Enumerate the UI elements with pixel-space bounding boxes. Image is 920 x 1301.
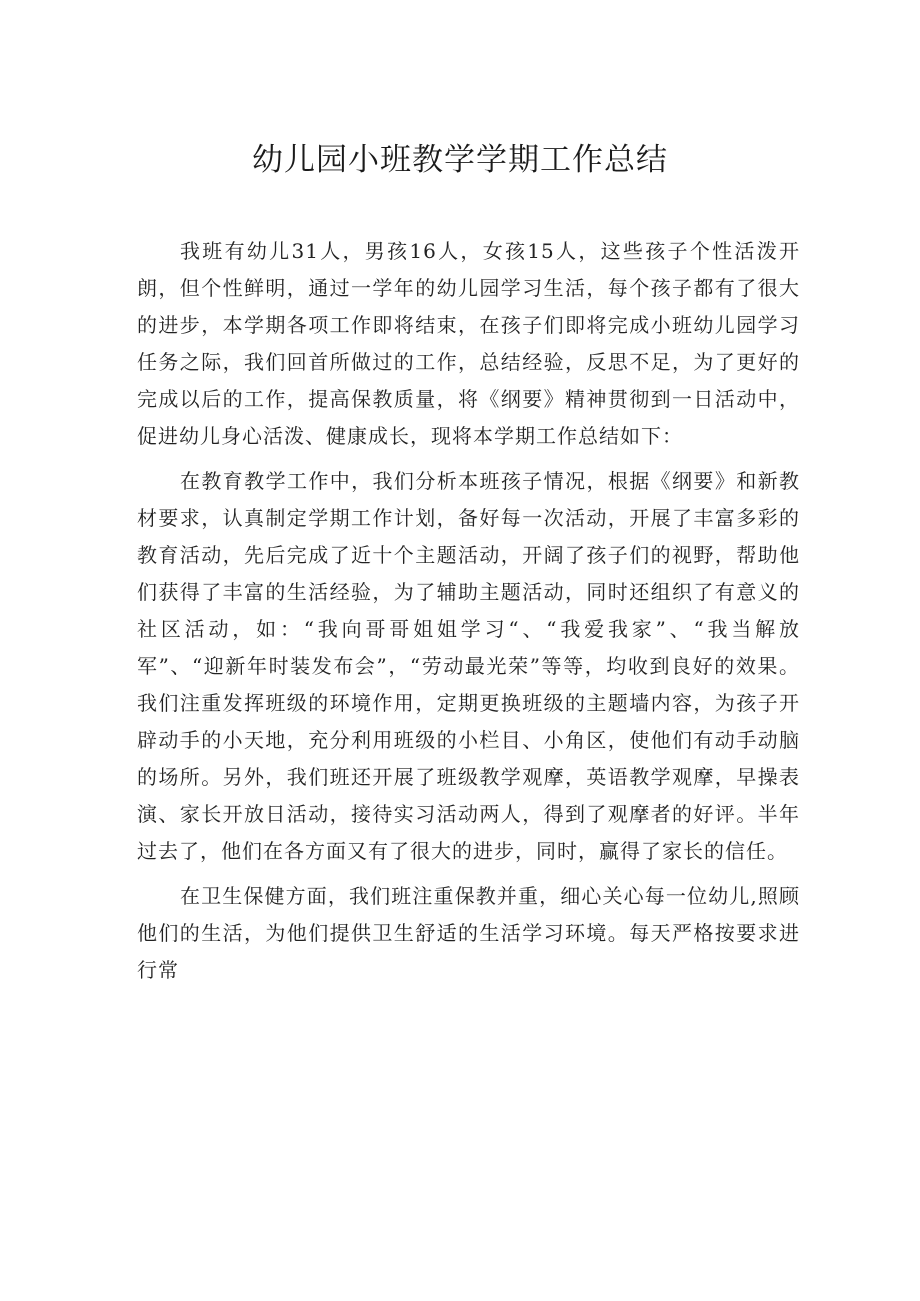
paragraph-teaching: 在教育教学工作中，我们分析本班孩子情况，根据《纲要》和新教材要求，认真制定学期工作计划，备好每一次活动，开展了丰富多彩的教育活动，先后完成了近十个主题活动，开阔了孩子们的视野，帮助他们获得了丰富的生活经验，为了辅助主题活动，同时还组织了有意义的社区活动，如：“我向哥哥姐姐学习“、“我爱我家”、“我当解放军”、“迎新年时装发布会”，“劳动最光荣”等等，均收到良好的效果。我们注重发挥班级的环境作用，定期更换班级的主题墙内容，为孩子开辟动手的小天地，充分利用班级的小栏目、小角区，使他们有动手动脑的场所。另外，我们班还开展了班级教学观摩，英语教学观摩，早操表演、家长开放日活动，接待实习活动两人，得到了观摩者的好评。半年过去了，他们在各方面又有了很大的进步，同时，赢得了家长的信任。 [137,469,800,863]
document-body [137,233,800,997]
paragraph-health: 在卫生保健方面，我们班注重保教并重，细心关心每一位幼儿,照顾他们的生活，为他们提供卫生舒适的生活学习环境。每天严格按要求进行常 [137,884,800,982]
document-title: 幼儿园小班教学学期工作总结 [252,142,668,178]
paragraph-intro: 我班有幼儿31人，男孩16人，女孩15人，这些孩子个性活泼开朗，但个性鲜明，通过一学年的幼儿园学习生活，每个孩子都有了很大的进步，本学期各项工作即将结束，在孩子们即将完成小班幼儿园学习任务之际，我们回首所做过的工作，总结经验，反思不足，为了更好的完成以后的工作，提高保教质量，将《纲要》精神贯彻到一日活动中，促进幼儿身心活泼、健康成长，现将本学期工作总结如下： [137,239,800,448]
